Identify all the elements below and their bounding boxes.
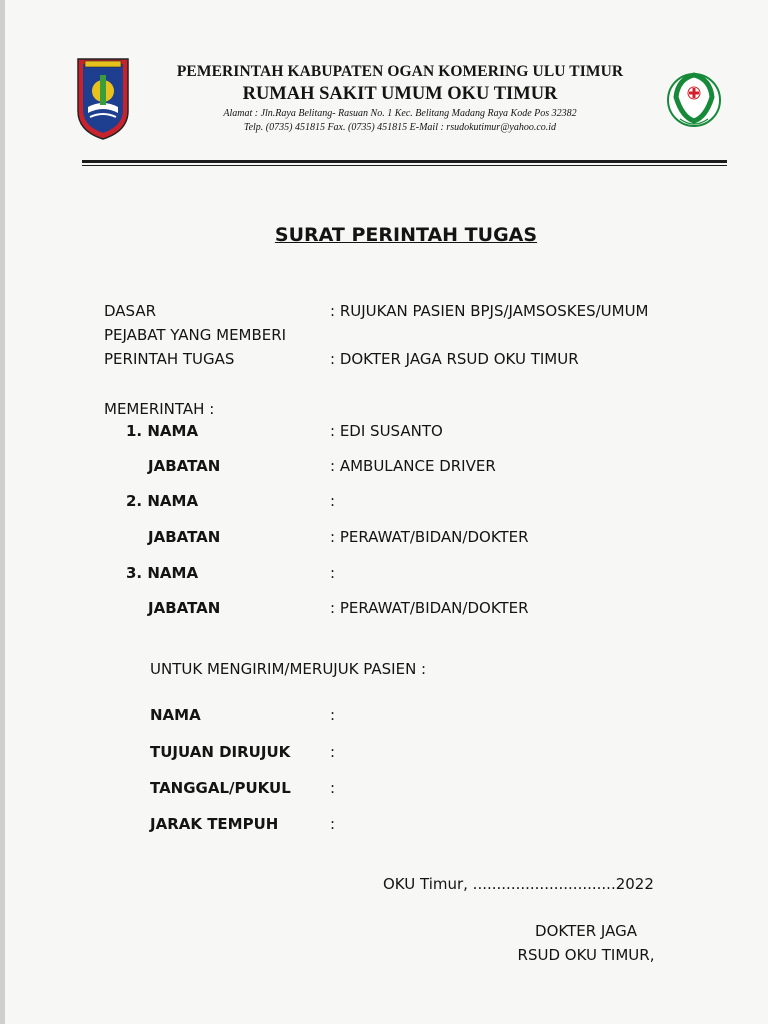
dasar-value: : RUJUKAN PASIEN BPJS/JAMSOSKES/UMUM	[330, 302, 649, 320]
personnel-3-jabatan-label: JABATAN	[148, 599, 221, 617]
dasar-label: DASAR	[104, 302, 157, 320]
personnel-2-nama-value: :	[330, 492, 336, 510]
hospital-address: Alamat : Jln.Raya Belitang- Rasuan No. 1 Kec. Belitang Madang Raya Kode Pos 32382	[223, 108, 577, 119]
personnel-2-jabatan-label: JABATAN	[148, 528, 221, 546]
hospital-name: RUMAH SAKIT UMUM OKU TIMUR	[242, 84, 558, 104]
regency-name: PEMERINTAH KABUPATEN OGAN KOMERING ULU TIMUR	[176, 63, 624, 80]
document-title: SURAT PERINTAH TUGAS	[274, 224, 538, 246]
personnel-1-nama-label: 1. NAMA	[126, 422, 199, 440]
untuk-mengirim-label: UNTUK MENGIRIM/MERUJUK PASIEN :	[150, 660, 427, 678]
bakti-husada-logo	[666, 57, 722, 143]
hospital-contact: Telp. (0735) 451815 Fax. (0735) 451815 E-Mail : rsudokutimur@yahoo.co.id	[243, 122, 557, 133]
pejabat-value: : DOKTER JAGA RSUD OKU TIMUR	[330, 350, 579, 368]
personnel-2-jabatan-value: : PERAWAT/BIDAN/DOKTER	[330, 528, 529, 546]
personnel-3-nama-label: 3. NAMA	[126, 564, 199, 582]
paper-edge	[0, 0, 5, 1024]
personnel-3-nama-value: :	[330, 564, 336, 582]
letterhead-rule-thick	[82, 160, 727, 163]
patient-tanggal-value: :	[330, 779, 336, 797]
personnel-2-nama-label: 2. NAMA	[126, 492, 199, 510]
letterhead-rule-thin	[82, 165, 727, 166]
personnel-1-jabatan-value: : AMBULANCE DRIVER	[330, 457, 496, 475]
memerintah-label: MEMERINTAH :	[104, 400, 215, 418]
patient-jarak-label: JARAK TEMPUH	[150, 815, 279, 833]
personnel-3-jabatan-value: : PERAWAT/BIDAN/DOKTER	[330, 599, 529, 617]
patient-tujuan-label: TUJUAN DIRUJUK	[150, 743, 291, 761]
personnel-1-jabatan-label: JABATAN	[148, 457, 221, 475]
patient-tanggal-label: TANGGAL/PUKUL	[150, 779, 291, 797]
patient-tujuan-value: :	[330, 743, 336, 761]
pejabat-label-line1: PEJABAT YANG MEMBERI	[104, 326, 287, 344]
patient-jarak-value: :	[330, 815, 336, 833]
patient-nama-label: NAMA	[150, 706, 201, 724]
place-date: OKU Timur, ..............................2022	[383, 875, 654, 893]
regency-emblem-logo	[74, 55, 132, 141]
signature-title: DOKTER JAGA	[535, 922, 637, 940]
personnel-1-nama-value: : EDI SUSANTO	[330, 422, 443, 440]
patient-nama-value: :	[330, 706, 336, 724]
pejabat-label-line2: PERINTAH TUGAS	[104, 350, 235, 368]
signature-institution: RSUD OKU TIMUR,	[517, 946, 655, 964]
letterhead	[140, 62, 660, 135]
